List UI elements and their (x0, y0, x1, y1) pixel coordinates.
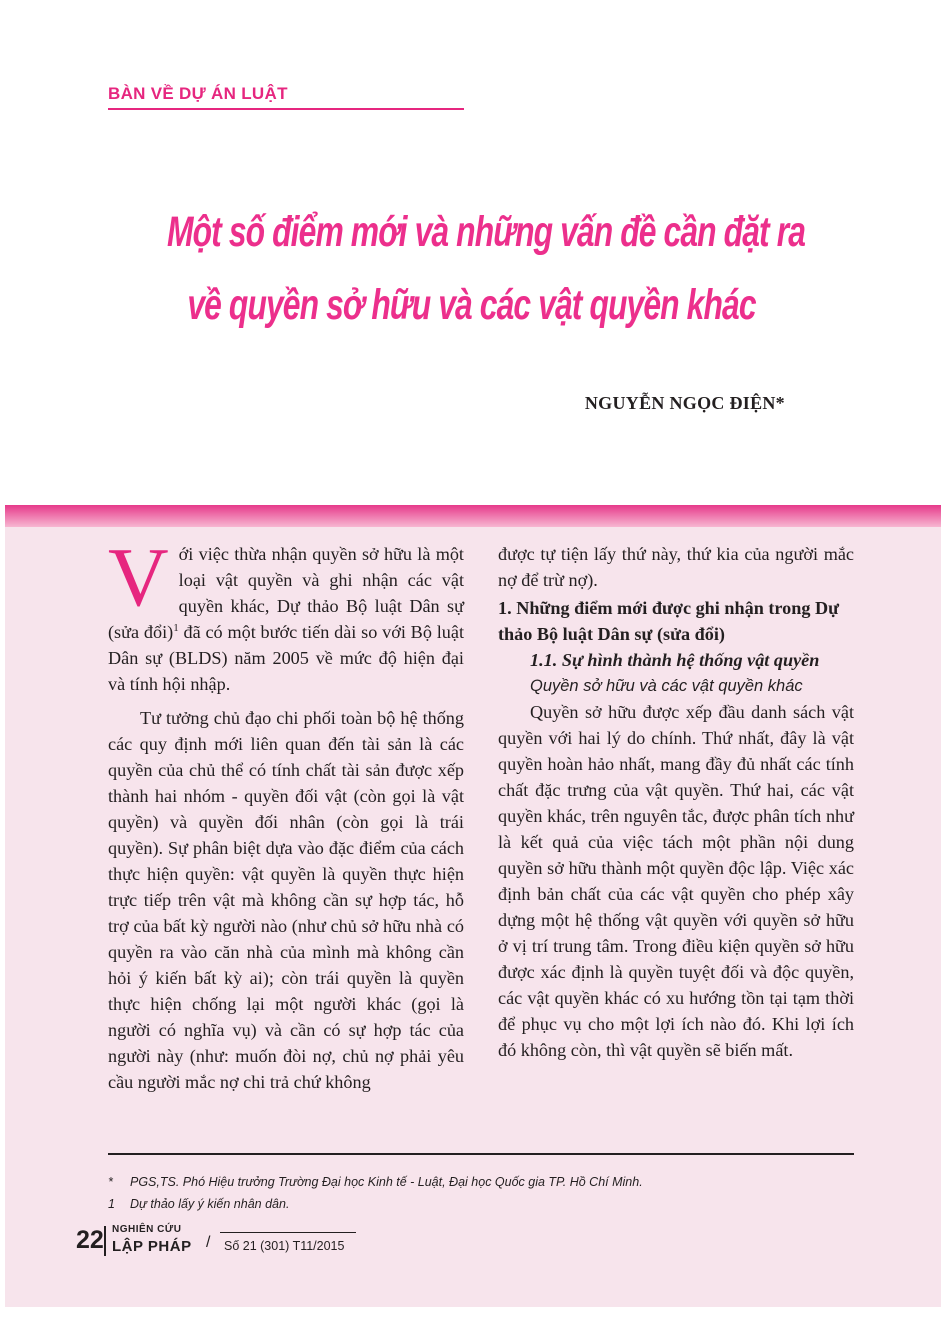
author-name: NGUYỄN NGỌC ĐIỆN* (584, 393, 785, 413)
sub-subsection-heading: Quyền sở hữu và các vật quyền khác (530, 677, 803, 695)
magazine-name-top: NGHIÊN CỨU (112, 1224, 182, 1235)
subsection-heading: 1.1. Sự hình thành hệ thống vật quyền (530, 650, 820, 670)
section-heading: 1. Những điểm mới được ghi nhận trong Dự thảo Bộ luật Dân sự (sửa đổi) (498, 598, 840, 644)
pink-gradient-band (5, 505, 941, 527)
intro-paragraph (108, 531, 464, 697)
section-underline (108, 108, 464, 110)
footnote-divider (108, 1153, 854, 1155)
intro-text-tail: đã có một bước tiến dài so với Bộ luật Dân sự (BLDS) năm 2005 về mức độ hiện đại và tính hội nhập. (108, 622, 464, 694)
drop-cap: V (108, 531, 169, 624)
issue-info: Số 21 (301) T11/2015 (224, 1239, 345, 1253)
footnote-text: PGS,TS. Phó Hiệu trưởng Trường Đại học Kinh tế - Luật, Đại học Quốc gia TP. Hồ Chí Minh. (130, 1175, 643, 1189)
footnote-1 (108, 1175, 643, 1189)
body-paragraph: Quyền sở hữu được xếp đầu danh sách vật quyền với hai lý do chính. Thứ nhất, đây là vật quyền hoàn hảo nhất, mang đầy đủ nhất các tính chất đặc trưng của vật quyền. Thứ hai, các vật quyền khác, trên nguyên tắc, được phân tích như là kết quả của việc tách một phần nội dung quyền sở hữu thành một quyền độc lập. Việc xác định bản chất của các vật quyền cho phép xây dựng một hệ thống vật quyền với quyền sở hữu ở vị trí trung tâm. Trong điều kiện quyền sở hữu được xác định là quyền tuyệt đối và độc quyền, các vật quyền khác có xu hướng tồn tại tạm thời để phục vụ cho một lợi ích nào đó. Khi lợi ích đó không còn, thì vật quyền sẽ biến mất. (498, 702, 854, 1060)
footnote-text: Dự thảo lấy ý kiến nhân dân. (130, 1197, 290, 1211)
article-title-line-2: về quyền sở hữu và các vật quyền khác (187, 281, 756, 329)
footnote-ref-1[interactable]: 1 (173, 621, 179, 634)
footer-divider-bar (104, 1226, 106, 1256)
continued-paragraph: được tự tiện lấy thứ này, thứ kia của người mắc nợ để trừ nợ). (498, 544, 854, 590)
footnote-mark: 1 (108, 1197, 115, 1211)
intro-text: ới việc thừa nhận quyền sở hữu là một loại vật quyền và ghi nhận các vật quyền khác, Dự thảo Bộ luật Dân sự (sửa đổi) (108, 544, 464, 642)
article-title-line-1: Một số điểm mới và những vấn đề cần đặt ra (166, 208, 806, 256)
section-label: BÀN VỀ DỰ ÁN LUẬT (108, 84, 288, 103)
left-column (108, 531, 464, 1095)
issue-rule (220, 1232, 356, 1233)
body-paragraph: Tư tưởng chủ đạo chi phối toàn bộ hệ thống các quy định mới liên quan đến tài sản là các quyền của chủ thể có tính chất tài sản được xếp thành hai nhóm - quyền đối vật (còn gọi là vật quyền) và quyền đối nhân (còn gọi là trái quyền). Sự phân biệt dựa vào đặc điểm của cách thực hiện quyền: vật quyền là quyền thực hiện trực tiếp trên vật mà không cần sự hợp tác, hỗ trợ của bất kỳ người nào (như chủ sở hữu nhà có quyền ra vào căn nhà của mình mà không cần hỏi ý kiến bất kỳ ai); còn trái quyền là quyền thực hiện chống lại một người khác (gọi là người có nghĩa vụ) và cần có sự hợp tác của người này (như: muốn đòi nợ, chủ nợ phải yêu cầu người mắc nợ chi trả chứ không (108, 708, 464, 1092)
footer-slash: / (206, 1234, 211, 1251)
page-number: 22 (76, 1226, 104, 1254)
footnote-2 (108, 1197, 289, 1211)
right-column (498, 541, 854, 1063)
footnote-mark: * (108, 1175, 113, 1189)
magazine-name-bottom: LẬP PHÁP (112, 1238, 192, 1255)
